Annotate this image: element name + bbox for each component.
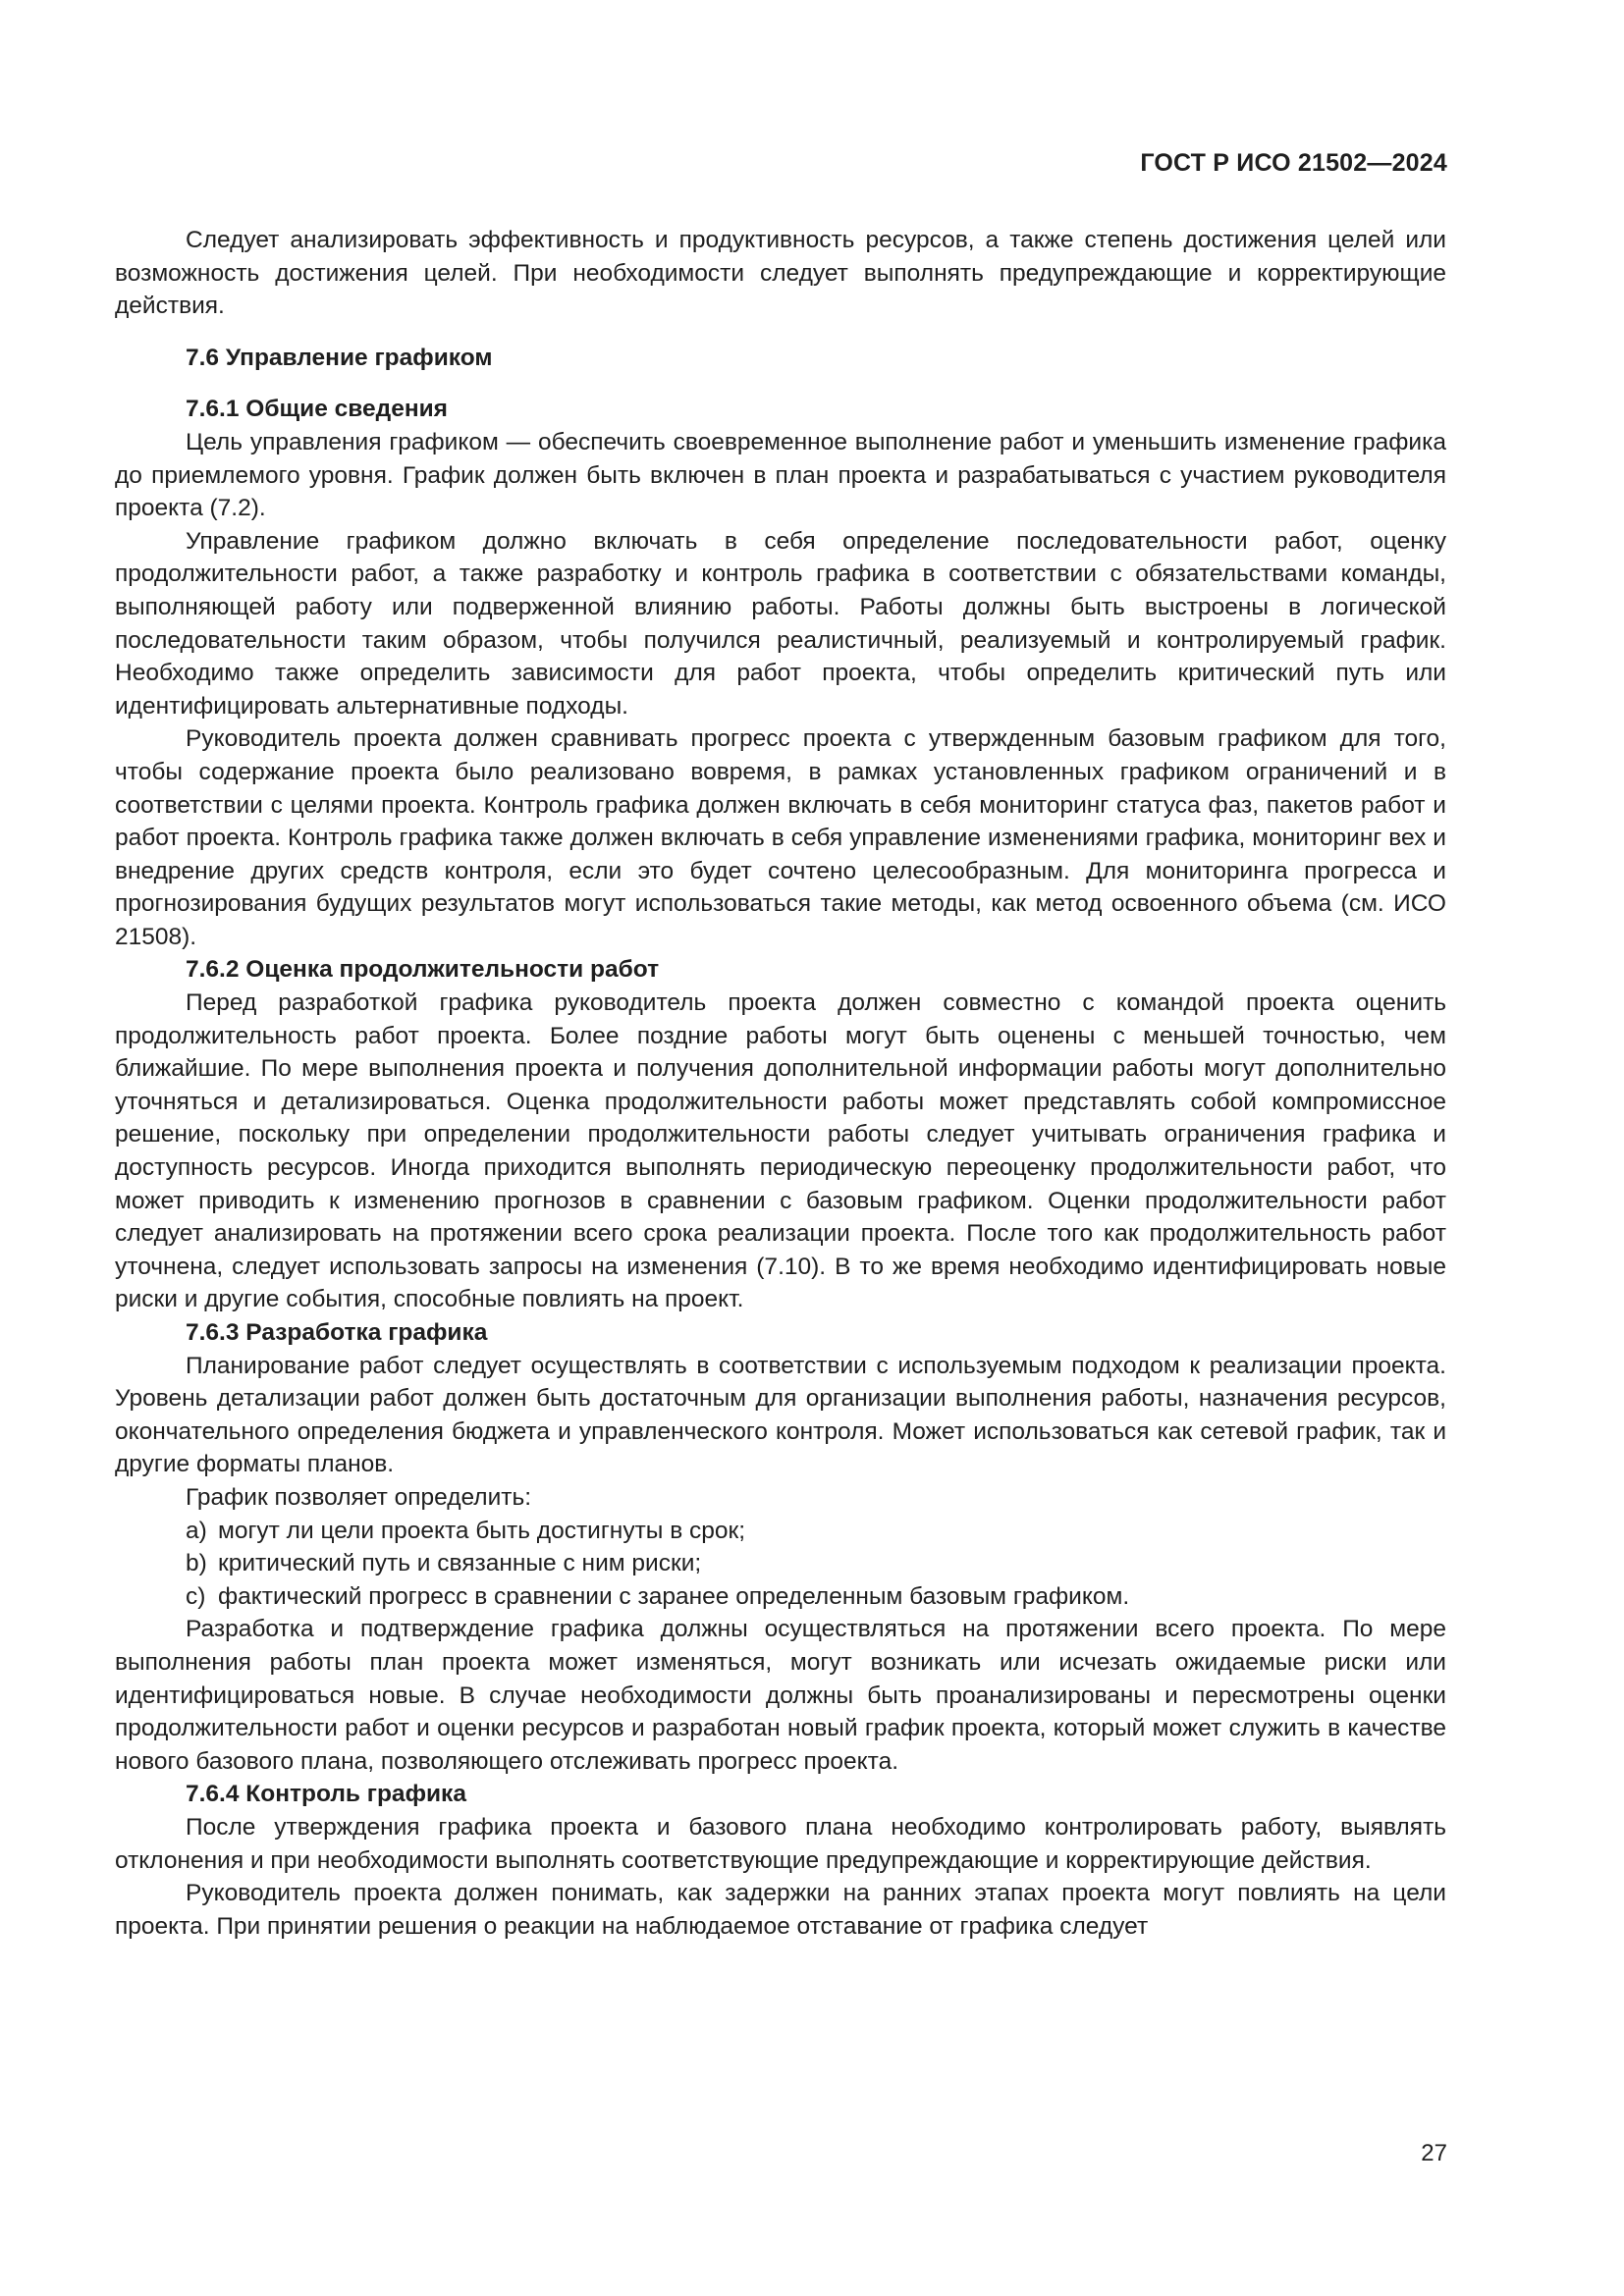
document-header: ГОСТ Р ИСО 21502—2024 — [1140, 149, 1447, 177]
list-item — [115, 1580, 1446, 1614]
paragraph: Разработка и подтверждение графика должны осуществляться на протяжении всего проекта. По мере выполнения работы план проекта может изменяться, могут возникать или исчезать ожидаемые риски или идентифицироваться новые. В случае необходимости должны быть проанализированы и пересмотрены оценки продолжительности работ и оценки ресурсов и разработан новый график проекта, который может служить в качестве нового базового плана, позволяющего отслеживать прогресс проекта. — [115, 1616, 1446, 1775]
list-item — [115, 1547, 1446, 1580]
paragraph: Руководитель проекта должен сравнивать прогресс проекта с утвержденным базовым графиком для того, чтобы содержание проекта было реализовано вовремя, в рамках установленных графиком ограничений и в соответствии с целями проекта. Контроль графика должен включать в себя мониторинг статуса фаз, пакетов работ и работ проекта. Контроль графика также должен включать в себя управление изменениями графика, мониторинг вех и внедрение других средств контроля, если это будет сочтено целесообразным. Для мониторинга прогресса и прогнозирования будущих результатов могут использоваться такие методы, как метод освоенного объема (см. ИСО 21508). — [115, 725, 1446, 950]
section-7-6-2-heading: 7.6.2 Оценка продолжительности работ — [186, 956, 660, 984]
section-7-6-3-heading: 7.6.3 Разработка графика — [186, 1319, 488, 1346]
list-item-text: фактический прогресс в сравнении с заранее определенным базовым графиком. — [218, 1582, 1130, 1610]
paragraph: Перед разработкой графика руководитель проекта должен совместно с командой проекта оценить продолжительность работ проекта. Более поздние работы могут быть оценены с меньшей точностью, чем ближайшие. По мере выполнения проекта и получения дополнительной информации работы могут дополнительно уточняться и детализироваться. Оценка продолжительности работы может представлять собой компромиссное решение, поскольку при определении продолжительности работы следует учитывать ограничения графика и доступность ресурсов. Иногда приходится выполнять периодическую переоценку продолжительности работ, что может приводить к изменению прогнозов в сравнении с базовым графиком. Оценки продолжительности работ следует анализировать на протяжении всего срока реализации проекта. После того как продолжительность работ уточнена, следует использовать запросы на изменения (7.10). В то же время необходимо идентифицировать новые риски и другие события, способные повлиять на проект. — [115, 989, 1446, 1313]
page-number: 27 — [1421, 2140, 1447, 2166]
list-marker: c) — [186, 1582, 206, 1610]
intro-paragraph: Следует анализировать эффективность и продуктивность ресурсов, а также степень достижения целей или возможность достижения целей. При необходимости следует выполнять предупреждающие и корректирующие действия. — [115, 227, 1446, 320]
section-7-6-4-heading: 7.6.4 Контроль графика — [186, 1781, 466, 1808]
list-item-text: критический путь и связанные с ним риски; — [218, 1550, 702, 1577]
paragraph: График позволяет определить: — [186, 1483, 532, 1511]
list-item — [115, 1515, 1446, 1548]
section-7-6-heading: 7.6 Управление графиком — [186, 344, 493, 371]
paragraph: Цель управления графиком — обеспечить своевременное выполнение работ и уменьшить изменение графика до приемлемого уровня. График должен быть включен в план проекта и разрабатываться с участием руководителя проекта (7.2). — [115, 428, 1446, 522]
section-7-6-1-heading: 7.6.1 Общие сведения — [186, 396, 448, 423]
paragraph: После утверждения графика проекта и базового плана необходимо контролировать работу, выявлять отклонения и при необходимости выполнять соответствующие предупреждающие и корректирующие действия. — [115, 1813, 1446, 1874]
list-marker: a) — [186, 1517, 207, 1544]
list-marker: b) — [186, 1550, 207, 1577]
paragraph: Планирование работ следует осуществлять в соответствии с используемым подходом к реализации проекта. Уровень детализации работ должен быть достаточным для организации выполнения работы, назначения ресурсов, окончательного определения бюджета и управленческого контроля. Может использоваться как сетевой график, так и другие форматы планов. — [115, 1352, 1446, 1478]
paragraph: Управление графиком должно включать в себя определение последовательности работ, оценку продолжительности работ, а также разработку и контроль графика в соответствии с обязательствами команды, выполняющей работу или подверженной влиянию работы. Работы должны быть выстроены в логической последовательности таким образом, чтобы получился реалистичный, реализуемый и контролируемый график. Необходимо также определить зависимости для работ проекта, чтобы определить критический путь или идентифицировать альтернативные подходы. — [115, 527, 1446, 720]
list-item-text: могут ли цели проекта быть достигнуты в срок; — [218, 1517, 746, 1544]
paragraph: Руководитель проекта должен понимать, как задержки на ранних этапах проекта могут повлиять на цели проекта. При принятии решения о реакции на наблюдаемое отставание от графика следует — [115, 1880, 1446, 1940]
document-body — [115, 224, 1446, 1943]
